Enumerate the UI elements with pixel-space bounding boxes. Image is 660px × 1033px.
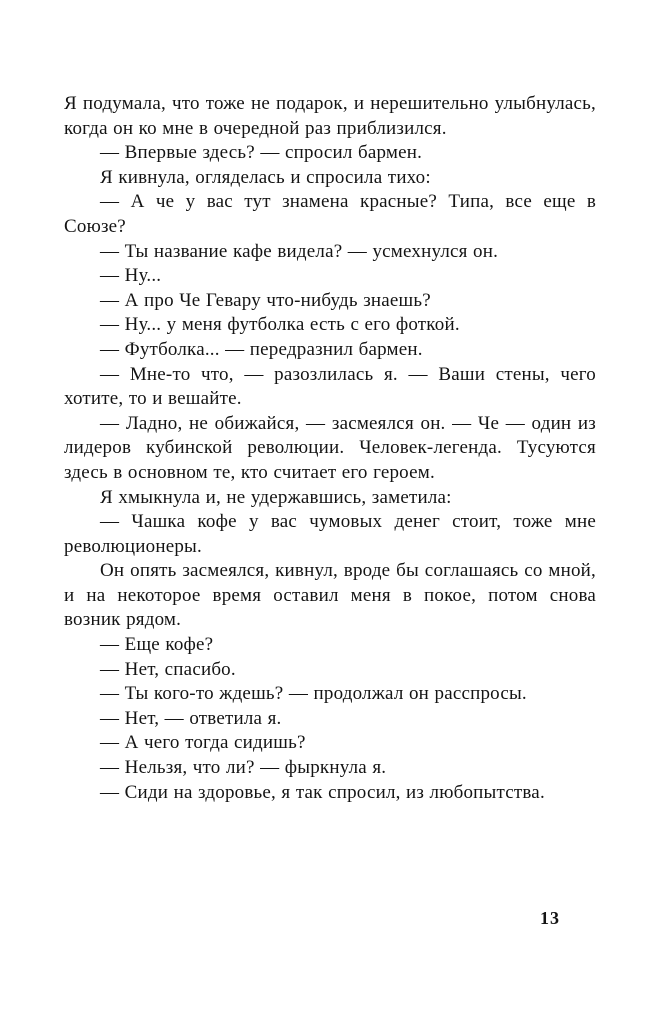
paragraph: Я кивнула, огляделась и спросила тихо: bbox=[100, 166, 431, 188]
paragraph: — Ну... у меня футболка есть с его фоткой. bbox=[100, 314, 460, 336]
paragraph: — Нет, спасибо. bbox=[100, 658, 236, 680]
paragraph: — Впервые здесь? — спросил бармен. bbox=[100, 142, 423, 164]
text-block bbox=[64, 92, 596, 805]
paragraph: Я хмыкнула и, не удержавшись, заметила: bbox=[100, 486, 452, 508]
paragraph: — Еще кофе? bbox=[100, 634, 214, 656]
paragraph: — Сиди на здоровье, я так спросил, из любопытства. bbox=[100, 781, 545, 803]
paragraph: — А че у вас тут знамена красные? Типа, все еще в Союзе? bbox=[64, 191, 596, 237]
paragraph: — Ты кого-то ждешь? — продолжал он расспросы. bbox=[100, 683, 527, 705]
paragraph: — Чашка кофе у вас чумовых денег стоит, тоже мне революционеры. bbox=[64, 511, 596, 557]
paragraph: — Мне-то что, — разозлилась я. — Ваши стены, чего хотите, то и вешайте. bbox=[64, 363, 596, 410]
paragraph: Он опять засмеялся, кивнул, вроде бы соглашаясь со мной, и на некоторое время оставил меня в покое, потом снова возник рядом. bbox=[64, 560, 596, 631]
paragraph: — А чего тогда сидишь? bbox=[100, 732, 306, 754]
paragraph: — Ладно, не обижайся, — засмеялся он. — Че — один из лидеров кубинской революции. Человек-легенда. Тусуются здесь в основном те, кто считает его героем. bbox=[64, 412, 596, 483]
paragraph: — Нет, — ответила я. bbox=[100, 707, 282, 729]
paragraph: — Футболка... — передразнил бармен. bbox=[100, 338, 423, 360]
paragraph: — Нельзя, что ли? — фыркнула я. bbox=[100, 757, 387, 779]
paragraph: — А про Че Гевару что-нибудь знаешь? bbox=[100, 289, 431, 311]
paragraph: — Ну... bbox=[100, 265, 162, 287]
paragraph: — Ты название кафе видела? — усмехнулся он. bbox=[100, 240, 499, 262]
page-number: 13 bbox=[540, 908, 560, 928]
paragraph: Я подумала, что тоже не подарок, и нерешительно улыбнулась, когда он ко мне в очередной раз приблизился. bbox=[64, 93, 596, 139]
